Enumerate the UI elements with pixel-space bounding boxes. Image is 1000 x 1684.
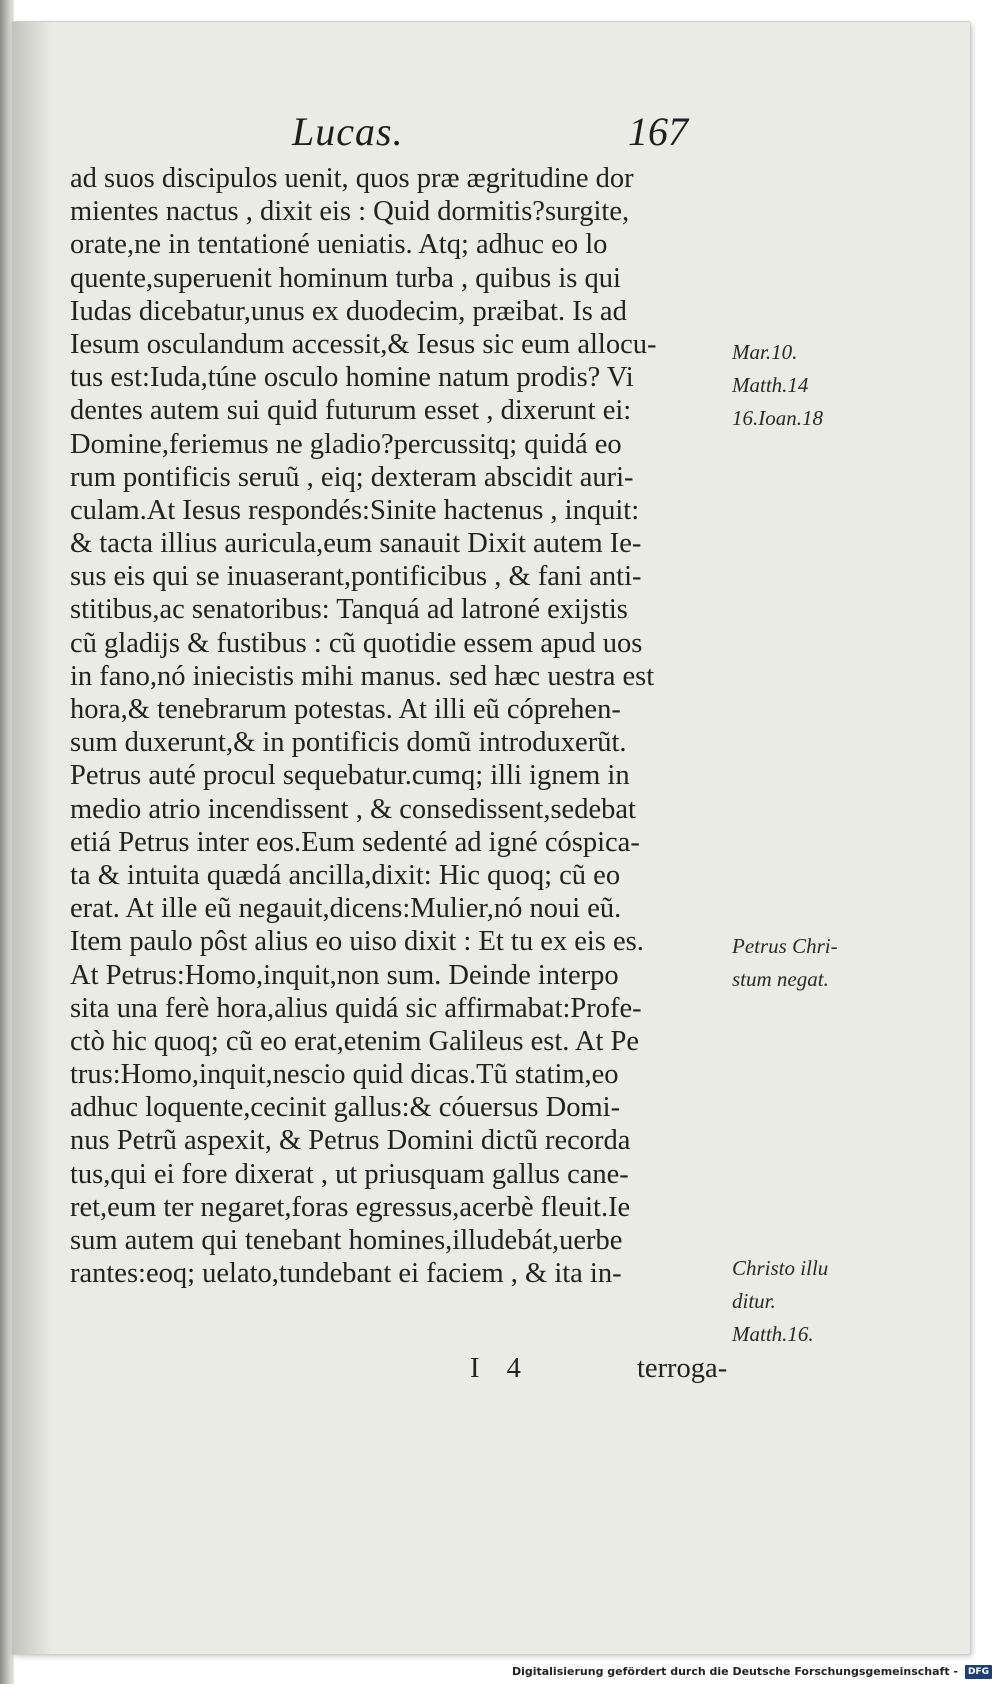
text-line: in fano,nó iniecistis mihi manus. sed hæc uestra est — [70, 660, 655, 692]
text-line: sum autem qui tenebant homines,illudebát,uerbe — [70, 1225, 623, 1256]
text-line: medio atrio incendissent , & consedissent,sedebat — [70, 793, 636, 825]
margin-note-line: Mar.10. — [732, 340, 798, 364]
running-head: Lucas. — [292, 109, 404, 154]
text-line: dentes autem sui quid futurum esset , dixerunt ei: — [70, 395, 632, 427]
text-line: sita una ferè hora,alius quidá sic affirmabat:Profe- — [70, 992, 642, 1024]
text-line: Item paulo pôst alius eo uiso dixit : Et tu ex eis es. — [70, 926, 644, 958]
margin-note-line: stum negat. — [732, 967, 829, 991]
text-line: ret,eum ter negaret,foras egressus,acerbè fleuit.Ie — [70, 1191, 631, 1223]
margin-note-line: 16.Ioan.18 — [732, 406, 823, 430]
margin-note-peter-denies — [732, 930, 838, 996]
text-line: Iesum osculandum accessit,& Iesus sic eum allocu- — [70, 328, 657, 360]
page-number: 167 — [628, 109, 688, 154]
dfg-logo: DFG — [965, 1665, 992, 1679]
text-line: mientes nactus , dixit eis : Quid dormitis?surgite, — [70, 196, 630, 228]
margin-note-line: Matth.14 — [732, 373, 809, 397]
margin-note-line: ditur. — [732, 1289, 776, 1313]
text-line: nus Petrũ aspexit, & Petrus Domini dictũ recorda — [70, 1125, 631, 1157]
signature-mark: I 4 — [470, 1353, 531, 1384]
text-line: Petrus auté procul sequebatur.cumq; illi ignem in — [70, 760, 630, 792]
text-line: erat. At ille eũ negauit,dicens:Mulier,nó noui eũ. — [70, 893, 622, 925]
margin-note-line: Christo illu — [732, 1256, 829, 1280]
text-line: & tacta illius auricula,eum sanauit Dixit autem Ie- — [70, 528, 642, 560]
margin-note-gospel-references — [732, 336, 823, 435]
text-line: tus est:Iuda,túne osculo homine natum prodis? Vi — [70, 362, 634, 394]
text-line: culam.At Iesus respondés:Sinite hactenus , inquit: — [70, 494, 640, 526]
main-text-block — [70, 162, 730, 1290]
text-line: Domine,feriemus ne gladio?percussitq; quidá eo — [70, 428, 622, 460]
text-line: quente,superuenit hominum turba , quibus is qui — [70, 262, 621, 294]
text-line: stitibus,ac senatoribus: Tanquá ad latroné exijstis — [70, 594, 628, 626]
text-line: orate,ne in tentationé ueniatis. Atq; adhuc eo lo — [70, 229, 608, 261]
text-line: hora,& tenebrarum potestas. At illi eũ cóprehen- — [70, 694, 621, 725]
text-line: sum duxerunt,& in pontificis domũ introduxerũt. — [70, 727, 627, 759]
text-line: sus eis qui se inuaserant,pontificibus , & fani anti- — [70, 561, 642, 593]
text-line: rantes:eoq; uelato,tundebant ei faciem , & ita in- — [70, 1258, 622, 1290]
text-line: cũ gladijs & fustibus : cũ quotidie essem apud uos — [70, 627, 643, 659]
text-line: ta & intuita quædá ancilla,dixit: Hic quoq; cũ eo — [70, 859, 621, 891]
margin-note-line: Petrus Chri- — [732, 934, 838, 958]
digitization-credit: Digitalisierung gefördert durch die Deutsche Forschungsgemeinschaft - — [511, 1665, 958, 1678]
text-line: trus:Homo,inquit,nescio quid dicas.Tũ statim,eo — [70, 1059, 619, 1091]
text-line: ctò hic quoq; cũ eo erat,etenim Galileus est. At Pe — [70, 1025, 640, 1057]
text-line: etiá Petrus inter eos.Eum sedenté ad igné cóspica- — [70, 826, 640, 858]
text-line: At Petrus:Homo,inquit,non sum. Deinde interpo — [70, 959, 619, 991]
text-line: ad suos discipulos uenit, quos præ ægritudine dor — [70, 163, 634, 194]
catchword: terroga- — [637, 1353, 728, 1384]
text-line: rum pontificis seruũ , eiq; dexteram abscidit auri- — [70, 461, 634, 493]
text-line: adhuc loquente,cecinit gallus:& cóuersus Domi- — [70, 1092, 621, 1124]
margin-note-line: Matth.16. — [732, 1322, 814, 1346]
text-line: Iudas dicebatur,unus ex duodecim, præibat. Is ad — [70, 295, 627, 327]
margin-note-christ-mocked — [732, 1252, 828, 1351]
text-line: tus,qui ei fore dixerat , ut priusquam gallus cane- — [70, 1158, 629, 1190]
page-gutter-shadow — [12, 22, 52, 1654]
